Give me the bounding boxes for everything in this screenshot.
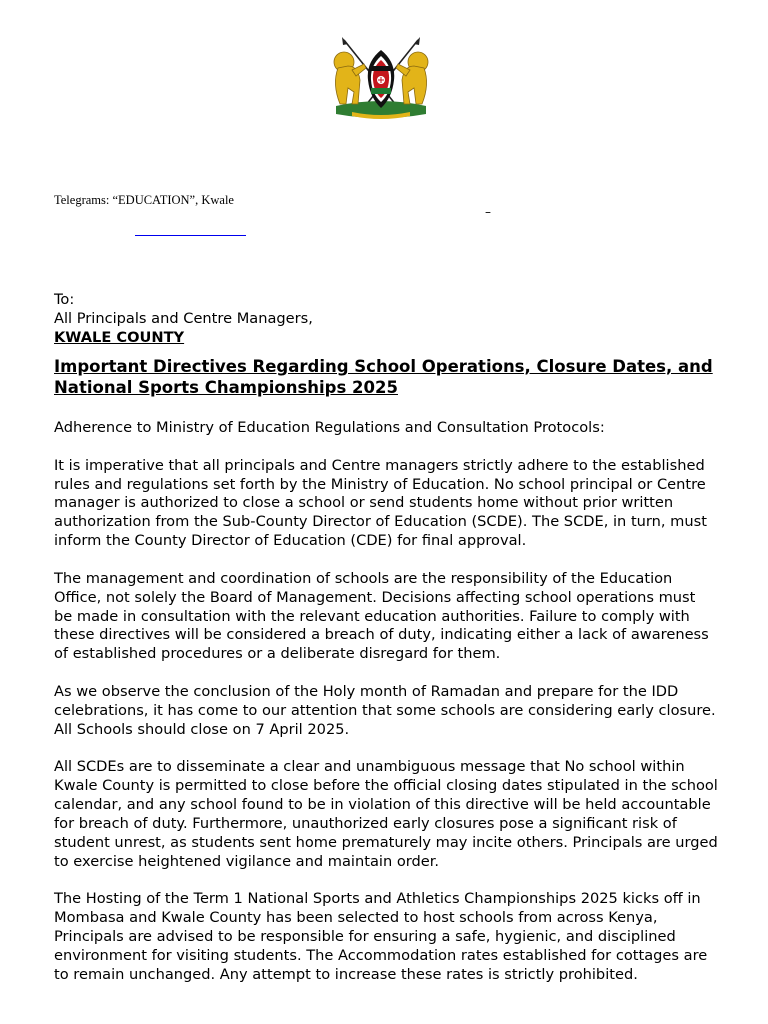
letter-body <box>54 419 718 1003</box>
paragraph: As we observe the conclusion of the Holy month of Ramadan and prepare for the IDD celebrations, it has come to our attention that some schools are considering early closure. All Schools should close on 7 April 2025. <box>54 682 716 738</box>
county-line: KWALE COUNTY <box>54 329 185 346</box>
subject-heading: Important Directives Regarding School Operations, Closure Dates, and National Sports Championships 2025 <box>54 357 713 397</box>
email-link-underline[interactable] <box>135 235 246 236</box>
paragraph: The Hosting of the Term 1 National Sports and Athletics Championships 2025 kicks off in Mombasa and Kwale County has been selected to host schools from across Kenya, Principals are advised to be responsible for ensuring a safe, hygienic, and disciplined environment for visiting students. The Accommodation rates established for cottages are to remain unchanged. Any attempt to increase these rates is strictly prohibited. <box>54 890 708 983</box>
paragraph: Adherence to Ministry of Education Regulations and Consultation Protocols: <box>54 419 605 436</box>
paragraph: It is imperative that all principals and Centre managers strictly adhere to the established rules and regulations set forth by the Ministry of Education. No school principal or Centre manager is authorized to close a school or send students home without prior written authorization from the Sub-County Director of Education (SCDE). The SCDE, in turn, must inform the County Director of Education (CDE) for final approval. <box>54 456 707 550</box>
paragraph: All SCDEs are to disseminate a clear and unambiguous message that No school within Kwale County is permitted to close before the official closing dates stipulated in the school calendar, and any school found to be in violation of this directive will be held accountable for breach of duty. Furthermore, unauthorized early closures pose a significant risk of student unrest, as students sent home prematurely may incite others. Principals are urged to exercise heightened vigilance and maintain order. <box>54 758 718 870</box>
coat-of-arms-emblem <box>322 36 440 122</box>
recipient-address <box>54 290 313 347</box>
recipients-line: All Principals and Centre Managers, <box>54 310 313 327</box>
to-label: To: <box>54 291 75 308</box>
paragraph: The management and coordination of schools are the responsibility of the Education Office, not solely the Board of Management. Decisions affecting school operations must be made in consultation with the relevant education authorities. Failure to comply with these directives will be considered a breach of duty, indicating either a lack of awareness of established procedures or a deliberate disregard for them. <box>54 569 709 663</box>
letterhead-dash: – <box>485 205 491 219</box>
telegrams-line: Telegrams: “EDUCATION”, Kwale <box>54 193 234 207</box>
